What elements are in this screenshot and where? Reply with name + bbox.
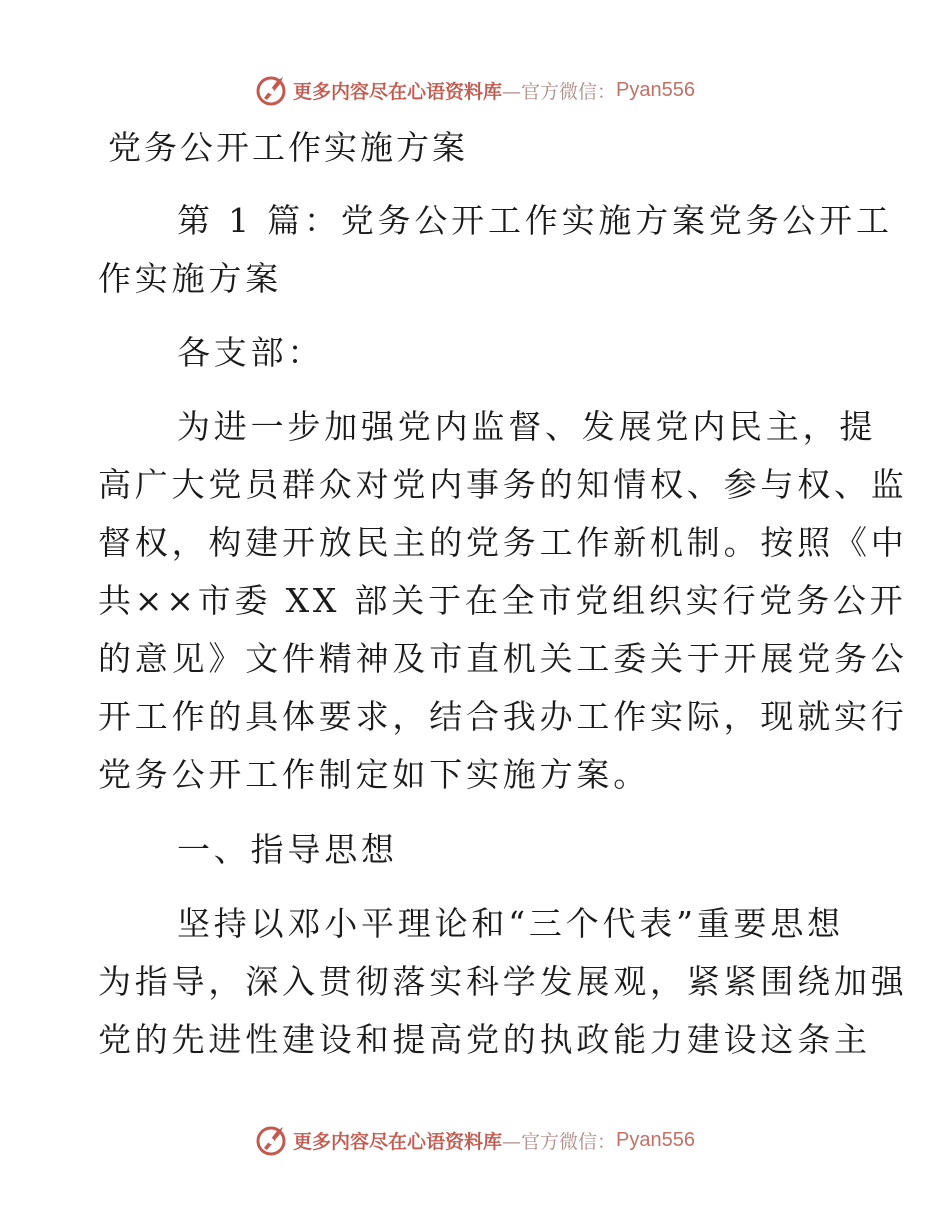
watermark-wechat-id: Pyan556 — [616, 78, 695, 101]
watermark-separator: —官方微信： — [502, 80, 617, 103]
pen-nib-logo-icon — [255, 73, 289, 107]
pen-nib-logo-icon — [255, 1123, 289, 1157]
watermark-wechat-id: Pyan556 — [616, 1128, 695, 1151]
header-watermark — [0, 70, 950, 110]
footer-watermark — [0, 1120, 950, 1160]
paragraph-line: 为指导，深入贯彻落实科学发展观，紧紧围绕加强 — [98, 962, 908, 1001]
watermark-brand: 更多内容尽在心语资料库 — [293, 80, 503, 103]
salutation: 各支部： — [177, 333, 325, 372]
document-title: 党务公开工作实施方案 — [108, 128, 468, 167]
paragraph-line: 共××市委 XX 部关于在全市党组织实行党务公开 — [98, 581, 907, 620]
paragraph-line: 坚持以邓小平理论和“三个代表”重要思想 — [177, 904, 844, 943]
paragraph-line: 开工作的具体要求，结合我办工作实际，现就实行 — [98, 697, 908, 736]
paragraph-line: 党的先进性建设和提高党的执政能力建设这条主 — [98, 1020, 871, 1059]
paragraph-line: 第 1 篇：党务公开工作实施方案党务公开工 — [177, 201, 893, 240]
section-heading: 一、指导思想 — [177, 830, 398, 869]
watermark-brand: 更多内容尽在心语资料库 — [293, 1130, 503, 1153]
paragraph-line: 为进一步加强党内监督、发展党内民主，提 — [177, 407, 877, 446]
paragraph-line: 作实施方案 — [98, 259, 282, 298]
paragraph-line: 高广大党员群众对党内事务的知情权、参与权、监 — [98, 465, 908, 504]
paragraph-line: 党务公开工作制定如下实施方案。 — [98, 755, 650, 794]
paragraph-line: 的意见》文件精神及市直机关工委关于开展党务公 — [98, 639, 908, 678]
paragraph-line: 督权，构建开放民主的党务工作新机制。按照《中 — [98, 523, 908, 562]
watermark-separator: —官方微信： — [502, 1130, 617, 1153]
